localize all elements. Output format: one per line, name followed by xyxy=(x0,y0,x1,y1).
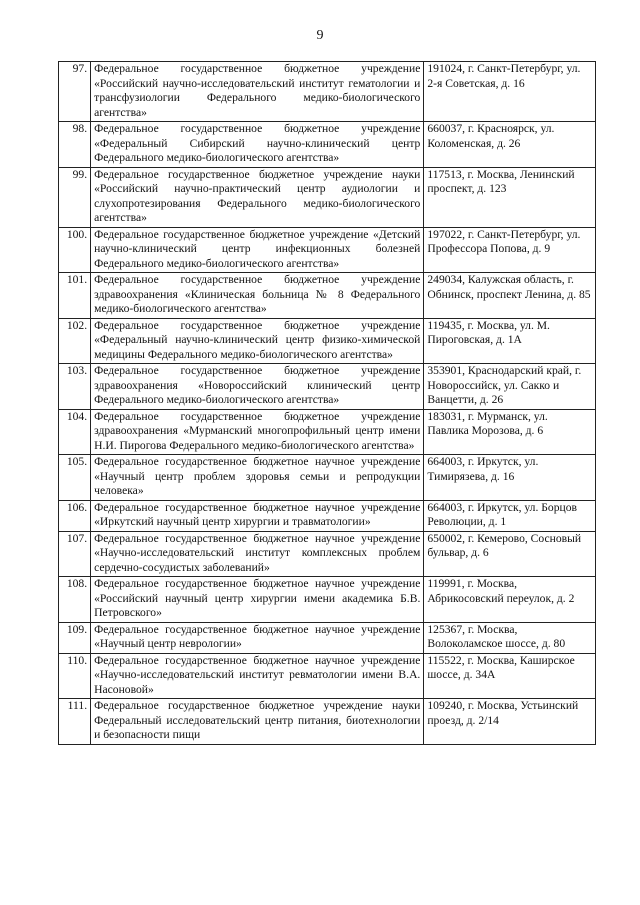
row-number: 111. xyxy=(59,699,91,745)
institution-name: Федеральное государственное бюджетное учреждение здравоохранения «Клиническая больница № 8 Федерального медико-биологического агентства» xyxy=(91,273,424,319)
institution-name: Федеральное государственное бюджетное учреждение здравоохранения «Новороссийский клинический центр Федерального медико-биологического агентства» xyxy=(91,364,424,410)
institution-address: 249034, Калужская область, г. Обнинск, проспект Ленина, д. 85 xyxy=(424,273,596,319)
row-number: 106. xyxy=(59,500,91,531)
row-number: 99. xyxy=(59,167,91,227)
institution-address: 115522, г. Москва, Каширское шоссе, д. 34А xyxy=(424,653,596,699)
institution-address: 353901, Краснодарский край, г. Новороссийск, ул. Сакко и Ванцетти, д. 26 xyxy=(424,364,596,410)
table-row xyxy=(59,167,596,227)
row-number: 105. xyxy=(59,455,91,501)
institution-address: 183031, г. Мурманск, ул. Павлика Морозова, д. 6 xyxy=(424,409,596,455)
institution-address: 119991, г. Москва, Абрикосовский переулок, д. 2 xyxy=(424,577,596,623)
institution-name: Федеральное государственное бюджетное научное учреждение «Научный центр проблем здоровья семьи и репродукции человека» xyxy=(91,455,424,501)
table-row xyxy=(59,409,596,455)
row-number: 98. xyxy=(59,122,91,168)
table-row xyxy=(59,318,596,364)
institution-name: Федеральное государственное бюджетное учреждение «Федеральный научно-клинический центр физико-химической медицины Федерального медико-биологического агентства» xyxy=(91,318,424,364)
table-row xyxy=(59,273,596,319)
row-number: 100. xyxy=(59,227,91,273)
institution-address: 664003, г. Иркутск, ул. Тимирязева, д. 16 xyxy=(424,455,596,501)
institution-address: 660037, г. Красноярск, ул. Коломенская, д. 26 xyxy=(424,122,596,168)
row-number: 102. xyxy=(59,318,91,364)
institution-address: 117513, г. Москва, Ленинский проспект, д. 123 xyxy=(424,167,596,227)
row-number: 101. xyxy=(59,273,91,319)
institution-address: 191024, г. Санкт-Петербург, ул. 2-я Советская, д. 16 xyxy=(424,62,596,122)
institution-address: 650002, г. Кемерово, Сосновый бульвар, д. 6 xyxy=(424,531,596,577)
institution-name: Федеральное государственное бюджетное научное учреждение «Научно-исследовательский институт комплексных проблем сердечно-сосудистых заболеваний» xyxy=(91,531,424,577)
institution-address: 119435, г. Москва, ул. М. Пироговская, д. 1А xyxy=(424,318,596,364)
institution-name: Федеральное государственное бюджетное учреждение «Федеральный Сибирский научно-клинический центр Федерального медико-биологического агентства» xyxy=(91,122,424,168)
institution-name: Федеральное государственное бюджетное учреждение «Детский научно-клинический центр инфекционных болезней Федерального медико-биологического агентства» xyxy=(91,227,424,273)
table-row xyxy=(59,577,596,623)
row-number: 97. xyxy=(59,62,91,122)
row-number: 104. xyxy=(59,409,91,455)
table-row xyxy=(59,364,596,410)
row-number: 110. xyxy=(59,653,91,699)
institution-name: Федеральное государственное бюджетное учреждение здравоохранения «Мурманский многопрофильный центр имени Н.И. Пирогова Федерального медико-биологического агентства» xyxy=(91,409,424,455)
row-number: 108. xyxy=(59,577,91,623)
table-row xyxy=(59,699,596,745)
institution-name: Федеральное государственное бюджетное научное учреждение «Научно-исследовательский институт ревматологии имени В.А. Насоновой» xyxy=(91,653,424,699)
table-row xyxy=(59,622,596,653)
institution-name: Федеральное государственное бюджетное учреждение науки «Российский научно-практический центр аудиологии и слухопротезирования Федерального медико-биологического агентства» xyxy=(91,167,424,227)
table-row xyxy=(59,531,596,577)
institutions-table xyxy=(58,61,596,745)
institution-name: Федеральное государственное бюджетное учреждение «Российский научно-исследовательский институт гематологии и трансфузиологии Федерального медико-биологического агентства» xyxy=(91,62,424,122)
table-row xyxy=(59,500,596,531)
institution-address: 664003, г. Иркутск, ул. Борцов Революции, д. 1 xyxy=(424,500,596,531)
row-number: 109. xyxy=(59,622,91,653)
institution-name: Федеральное государственное бюджетное научное учреждение «Научный центр неврологии» xyxy=(91,622,424,653)
institution-name: Федеральное государственное бюджетное научное учреждение «Иркутский научный центр хирургии и травматологии» xyxy=(91,500,424,531)
institution-name: Федеральное государственное бюджетное научное учреждение «Российский научный центр хирургии имени академика Б.В. Петровского» xyxy=(91,577,424,623)
table-row xyxy=(59,455,596,501)
table-row xyxy=(59,227,596,273)
institution-address: 109240, г. Москва, Устьинский проезд, д. 2/14 xyxy=(424,699,596,745)
table-row xyxy=(59,62,596,122)
row-number: 103. xyxy=(59,364,91,410)
institution-address: 197022, г. Санкт-Петербург, ул. Профессора Попова, д. 9 xyxy=(424,227,596,273)
row-number: 107. xyxy=(59,531,91,577)
institution-address: 125367, г. Москва, Волоколамское шоссе, д. 80 xyxy=(424,622,596,653)
table-row xyxy=(59,653,596,699)
table-row xyxy=(59,122,596,168)
institution-name: Федеральное государственное бюджетное учреждение науки Федеральный исследовательский центр питания, биотехнологии и безопасности пищи xyxy=(91,699,424,745)
page-number: 9 xyxy=(316,28,324,43)
